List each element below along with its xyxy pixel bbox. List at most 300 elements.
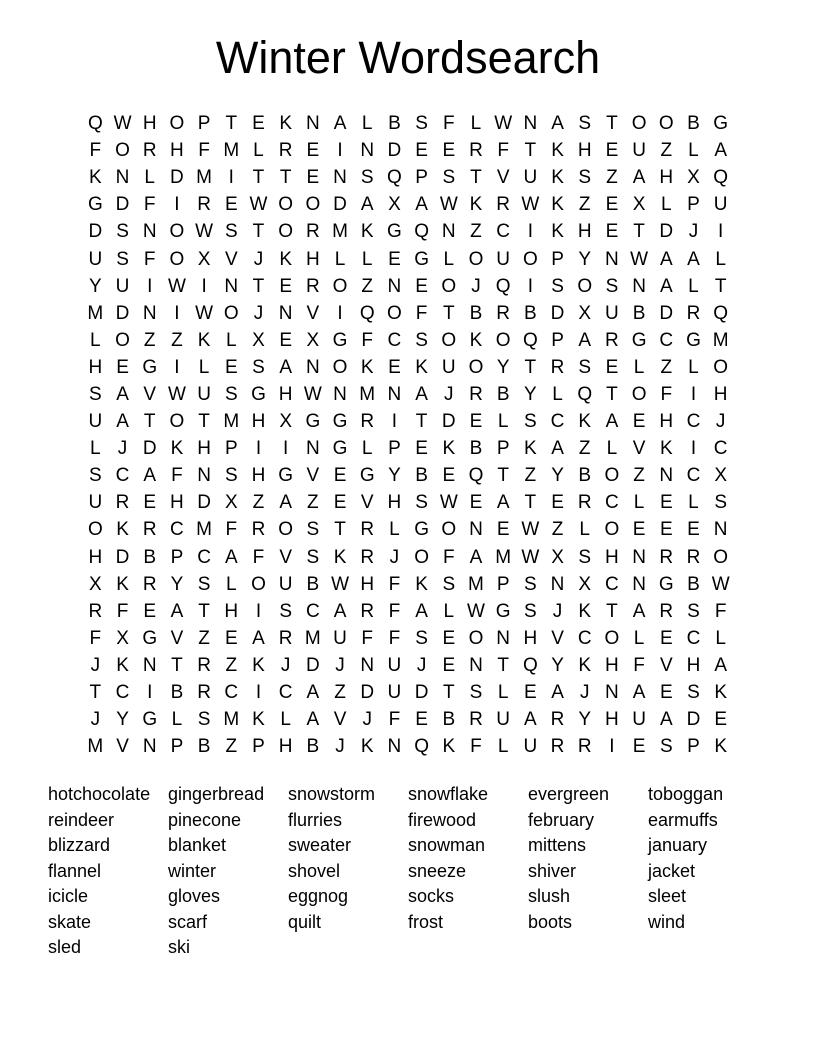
grid-letter: S	[578, 356, 592, 378]
grid-letter: U	[441, 356, 456, 378]
grid-letter: G	[251, 383, 266, 405]
grid-letter: L	[361, 113, 373, 135]
grid-letter: O	[169, 411, 185, 433]
grid-letter: O	[169, 248, 185, 270]
grid-letter: F	[442, 546, 455, 568]
grid-letter: U	[496, 248, 511, 270]
grid-letter: E	[551, 492, 564, 514]
grid-letter: E	[605, 221, 619, 243]
grid-letter: O	[305, 194, 321, 216]
grid-letter: H	[224, 600, 239, 622]
grid-letter: Q	[359, 302, 375, 324]
grid-letter: A	[116, 383, 129, 405]
grid-letter: R	[360, 600, 375, 622]
grid-letter: C	[605, 573, 619, 595]
grid-letter: A	[333, 600, 347, 622]
grid-letter: M	[304, 627, 321, 649]
grid-letter: T	[279, 167, 292, 189]
grid-letter: X	[197, 248, 211, 270]
grid-letter: N	[659, 465, 674, 487]
grid-letter: I	[527, 221, 533, 243]
grid-letter: H	[170, 140, 184, 162]
word-item: gingerbread	[168, 784, 265, 805]
grid-letter: A	[116, 411, 129, 433]
grid-letter: C	[577, 627, 592, 649]
grid-letter: R	[115, 492, 130, 514]
grid-letter: R	[605, 329, 619, 351]
grid-letter: U	[115, 275, 130, 297]
grid-letter: G	[87, 194, 103, 216]
grid-letter: R	[469, 709, 483, 731]
grid-letter: N	[305, 356, 320, 378]
grid-letter: D	[88, 221, 103, 243]
grid-letter: R	[496, 302, 511, 324]
grid-letter: Z	[198, 627, 210, 649]
grid-letter: G	[686, 329, 701, 351]
grid-letter: K	[360, 356, 374, 378]
word-item: jacket	[648, 860, 696, 881]
grid-letter: T	[442, 302, 455, 324]
grid-letter: J	[688, 221, 699, 243]
grid-letter: M	[223, 709, 240, 731]
grid-letter: L	[688, 275, 699, 297]
grid-letter: T	[442, 682, 455, 704]
grid-letter: L	[225, 573, 237, 595]
grid-letter: N	[305, 438, 320, 460]
grid-letter: O	[441, 329, 457, 351]
word-list-column	[288, 782, 408, 961]
grid-letter: Z	[143, 329, 156, 351]
grid-letter: O	[441, 519, 457, 541]
grid-letter: U	[496, 709, 511, 731]
grid-letter: O	[169, 113, 185, 135]
grid-letter: W	[521, 519, 540, 541]
grid-letter: S	[578, 113, 592, 135]
grid-letter: B	[687, 113, 700, 135]
grid-letter: F	[633, 654, 645, 676]
grid-letter: H	[88, 546, 103, 568]
grid-letter: N	[441, 221, 456, 243]
grid-letter: H	[605, 709, 619, 731]
grid-letter: Z	[470, 221, 482, 243]
grid-letter: E	[224, 194, 238, 216]
word-item: icicle	[48, 886, 89, 907]
grid-letter: R	[686, 302, 701, 324]
grid-letter: C	[659, 329, 674, 351]
grid-letter: I	[718, 221, 724, 243]
grid-letter: P	[170, 736, 184, 758]
grid-letter: W	[167, 275, 186, 297]
grid-letter: J	[471, 275, 481, 297]
grid-letter: A	[659, 248, 673, 270]
grid-letter: O	[604, 465, 620, 487]
grid-letter: V	[306, 302, 320, 324]
grid-letter: T	[252, 275, 265, 297]
grid-letter: V	[143, 383, 157, 405]
grid-letter: L	[579, 519, 590, 541]
grid-letter: F	[252, 546, 265, 568]
grid-letter: F	[143, 248, 156, 270]
grid-letter: B	[306, 736, 320, 758]
grid-letter: D	[142, 438, 157, 460]
grid-letter: E	[659, 627, 673, 649]
grid-letter: S	[197, 709, 211, 731]
grid-letter: X	[687, 167, 700, 189]
grid-letter: R	[197, 194, 211, 216]
grid-letter: R	[360, 519, 375, 541]
grid-letter: X	[306, 329, 320, 351]
grid-letter: T	[198, 600, 210, 622]
grid-letter: Y	[89, 275, 102, 297]
grid-letter: L	[470, 113, 482, 135]
grid-letter: W	[195, 221, 214, 243]
grid-letter: F	[660, 383, 673, 405]
grid-letter: S	[551, 275, 564, 297]
grid-letter: S	[524, 573, 537, 595]
grid-letter: H	[713, 383, 728, 405]
grid-letter: D	[387, 140, 402, 162]
grid-letter: K	[442, 438, 456, 460]
word-item: reindeer	[48, 809, 115, 830]
grid-letter: F	[388, 573, 401, 595]
grid-letter: W	[494, 113, 513, 135]
grid-letter: T	[198, 411, 210, 433]
grid-letter: L	[361, 248, 373, 270]
grid-letter: O	[658, 113, 674, 135]
grid-letter: D	[305, 654, 320, 676]
grid-letter: N	[333, 383, 347, 405]
grid-letter: F	[143, 194, 156, 216]
grid-letter: K	[116, 654, 129, 676]
grid-letter: I	[283, 438, 289, 460]
grid-letter: T	[89, 682, 102, 704]
grid-letter: G	[495, 600, 511, 622]
grid-letter: T	[714, 275, 727, 297]
grid-letter: H	[605, 654, 619, 676]
grid-letter: I	[147, 682, 153, 704]
grid-letter: J	[335, 736, 345, 758]
grid-letter: N	[387, 275, 402, 297]
grid-letter: S	[605, 275, 619, 297]
grid-letter: W	[195, 302, 214, 324]
grid-letter: F	[89, 627, 102, 649]
grid-letter: A	[632, 600, 646, 622]
grid-letter: D	[333, 194, 347, 216]
grid-letter: F	[388, 600, 401, 622]
grid-letter: M	[359, 383, 376, 405]
grid-letter: L	[90, 329, 101, 351]
grid-letter: N	[713, 519, 728, 541]
grid-letter: O	[278, 519, 294, 541]
grid-letter: Z	[578, 438, 591, 460]
grid-letter: W	[113, 113, 132, 135]
grid-letter: B	[415, 465, 428, 487]
grid-letter: R	[550, 709, 565, 731]
grid-letter: S	[224, 465, 238, 487]
grid-letter: G	[658, 573, 674, 595]
grid-letter: O	[223, 302, 239, 324]
grid-letter: Q	[713, 302, 729, 324]
grid-letter: A	[415, 600, 428, 622]
grid-letter: H	[305, 248, 320, 270]
grid-letter: A	[252, 627, 265, 649]
grid-letter: N	[605, 248, 619, 270]
grid-letter: V	[496, 167, 510, 189]
grid-letter: L	[688, 140, 699, 162]
grid-letter: U	[523, 167, 538, 189]
grid-letter: L	[688, 356, 699, 378]
grid-letter: O	[332, 356, 348, 378]
grid-letter: L	[90, 438, 101, 460]
grid-letter: N	[632, 275, 646, 297]
grid-letter: S	[415, 627, 428, 649]
grid-letter: P	[687, 736, 700, 758]
grid-letter: M	[468, 573, 484, 595]
grid-letter: O	[713, 546, 729, 568]
grid-letter: A	[687, 248, 700, 270]
grid-letter: X	[252, 329, 265, 351]
grid-letter: H	[387, 492, 402, 514]
grid-letter: Z	[225, 736, 238, 758]
grid-letter: W	[521, 194, 540, 216]
grid-letter: K	[659, 438, 673, 460]
grid-letter: P	[170, 546, 184, 568]
grid-letter: A	[524, 709, 537, 731]
grid-letter: T	[606, 113, 618, 135]
grid-letter: D	[686, 709, 701, 731]
grid-letter: R	[360, 411, 375, 433]
grid-letter: O	[441, 275, 457, 297]
grid-letter: B	[197, 736, 211, 758]
grid-letter: N	[360, 654, 375, 676]
grid-letter: N	[142, 654, 157, 676]
grid-letter: O	[522, 248, 538, 270]
grid-letter: K	[551, 167, 564, 189]
grid-letter: Q	[522, 654, 538, 676]
word-item: firewood	[408, 809, 477, 830]
grid-letter: G	[142, 356, 158, 378]
grid-letter: E	[442, 465, 456, 487]
grid-letter: Z	[361, 275, 374, 297]
grid-letter: V	[306, 465, 320, 487]
grid-letter: H	[142, 113, 157, 135]
grid-letter: B	[469, 438, 483, 460]
grid-letter: O	[278, 194, 294, 216]
grid-letter: V	[360, 492, 374, 514]
grid-letter: A	[279, 356, 292, 378]
grid-letter: A	[333, 113, 347, 135]
word-list-column	[168, 782, 288, 961]
grid-letter: N	[469, 654, 483, 676]
grid-letter: U	[632, 140, 646, 162]
grid-letter: D	[360, 682, 375, 704]
grid-letter: R	[659, 600, 674, 622]
grid-letter: F	[89, 140, 102, 162]
grid-letter: K	[469, 329, 483, 351]
grid-letter: S	[659, 736, 673, 758]
grid-letter: K	[469, 194, 483, 216]
grid-letter: H	[88, 356, 103, 378]
grid-letter: H	[605, 546, 619, 568]
grid-letter: N	[550, 573, 565, 595]
grid-letter: X	[224, 492, 238, 514]
grid-letter: V	[116, 736, 129, 758]
grid-letter: M	[712, 329, 729, 351]
word-item: sleet	[648, 886, 687, 907]
word-item: wind	[648, 911, 686, 932]
grid-letter: R	[251, 519, 266, 541]
grid-letter: F	[415, 302, 428, 324]
grid-letter: W	[630, 248, 649, 270]
grid-letter: K	[252, 654, 265, 676]
grid-letter: A	[170, 600, 184, 622]
grid-letter: C	[387, 329, 402, 351]
grid-letter: E	[415, 438, 428, 460]
grid-letter: T	[225, 113, 238, 135]
grid-letter: E	[333, 492, 347, 514]
grid-letter: C	[197, 546, 211, 568]
grid-letter: H	[251, 411, 266, 433]
grid-letter: O	[468, 356, 484, 378]
grid-letter: S	[687, 600, 700, 622]
word-item: winter	[168, 860, 217, 881]
grid-letter: X	[279, 411, 292, 433]
grid-letter: E	[632, 519, 646, 541]
grid-letter: E	[224, 356, 238, 378]
grid-letter: S	[306, 546, 320, 568]
grid-letter: L	[660, 194, 672, 216]
grid-letter: A	[415, 194, 428, 216]
grid-letter: R	[360, 546, 375, 568]
grid-letter: P	[252, 736, 265, 758]
grid-letter: R	[197, 654, 211, 676]
grid-letter: S	[442, 167, 456, 189]
grid-letter: C	[115, 682, 130, 704]
grid-letter: G	[332, 411, 348, 433]
grid-letter: R	[197, 682, 211, 704]
grid-letter: H	[278, 736, 293, 758]
grid-letter: P	[197, 113, 211, 135]
word-item: gloves	[168, 886, 221, 907]
grid-letter: A	[551, 682, 564, 704]
grid-letter: V	[224, 248, 238, 270]
grid-letter: P	[496, 438, 510, 460]
grid-letter: C	[686, 627, 701, 649]
grid-letter: H	[686, 654, 701, 676]
grid-letter: T	[606, 600, 618, 622]
grid-letter: R	[469, 140, 483, 162]
grid-letter: P	[687, 194, 700, 216]
grid-letter: F	[361, 627, 374, 649]
word-list-column	[648, 782, 768, 961]
grid-letter: W	[167, 383, 186, 405]
grid-letter: I	[201, 275, 207, 297]
grid-letter: W	[249, 194, 268, 216]
grid-letter: F	[497, 140, 509, 162]
grid-letter: L	[497, 682, 509, 704]
grid-letter: S	[578, 167, 592, 189]
grid-letter: E	[442, 627, 456, 649]
grid-letter: P	[551, 248, 564, 270]
grid-letter: S	[415, 492, 428, 514]
grid-letter: P	[415, 167, 428, 189]
grid-letter: D	[414, 682, 429, 704]
grid-letter: N	[142, 736, 157, 758]
grid-letter: N	[469, 519, 483, 541]
grid-letter: E	[632, 736, 646, 758]
grid-letter: L	[497, 411, 509, 433]
grid-letter: W	[439, 492, 458, 514]
grid-letter: A	[632, 682, 646, 704]
grid-letter: E	[469, 492, 483, 514]
grid-letter: K	[252, 709, 265, 731]
grid-letter: I	[255, 600, 262, 622]
grid-letter: J	[90, 709, 101, 731]
word-item: quilt	[288, 911, 322, 932]
grid-letter: L	[552, 383, 563, 405]
grid-letter: W	[711, 573, 730, 595]
grid-letter: J	[253, 302, 264, 324]
grid-letter: H	[659, 411, 674, 433]
grid-letter: S	[524, 411, 537, 433]
grid-letter: B	[496, 383, 510, 405]
grid-letter: E	[442, 140, 456, 162]
grid-letter: U	[88, 492, 103, 514]
grid-letter: N	[387, 736, 402, 758]
grid-letter: A	[551, 438, 564, 460]
grid-letter: A	[279, 492, 292, 514]
grid-letter: L	[715, 627, 726, 649]
grid-letter: O	[414, 546, 429, 568]
grid-letter: H	[659, 167, 674, 189]
grid-letter: K	[197, 329, 211, 351]
grid-letter: A	[659, 709, 673, 731]
grid-letter: A	[306, 709, 320, 731]
grid-letter: Q	[713, 167, 729, 189]
grid-letter: E	[388, 356, 401, 378]
grid-letter: F	[361, 329, 374, 351]
grid-letter: E	[224, 627, 238, 649]
grid-letter: W	[467, 600, 485, 622]
grid-letter: Y	[578, 248, 592, 270]
grid-letter: J	[280, 654, 291, 676]
grid-letter: C	[686, 411, 701, 433]
grid-letter: Z	[307, 492, 319, 514]
grid-letter: K	[551, 140, 564, 162]
grid-letter: F	[388, 627, 401, 649]
grid-letter: H	[251, 465, 266, 487]
grid-letter: L	[633, 356, 645, 378]
grid-letter: T	[252, 167, 265, 189]
grid-letter: N	[523, 113, 538, 135]
grid-letter: Z	[225, 654, 238, 676]
grid-letter: S	[89, 383, 102, 405]
grid-letter: U	[333, 627, 347, 649]
grid-letter: S	[469, 682, 483, 704]
grid-letter: E	[415, 709, 428, 731]
grid-letter: D	[441, 411, 456, 433]
grid-letter: S	[116, 221, 129, 243]
grid-letter: X	[578, 302, 592, 324]
grid-letter: O	[278, 221, 294, 243]
grid-letter: H	[523, 627, 538, 649]
grid-letter: S	[306, 519, 320, 541]
word-item: ski	[168, 937, 190, 958]
grid-letter: L	[443, 248, 455, 270]
grid-letter: A	[496, 492, 510, 514]
grid-letter: N	[115, 167, 130, 189]
grid-letter: T	[524, 140, 537, 162]
